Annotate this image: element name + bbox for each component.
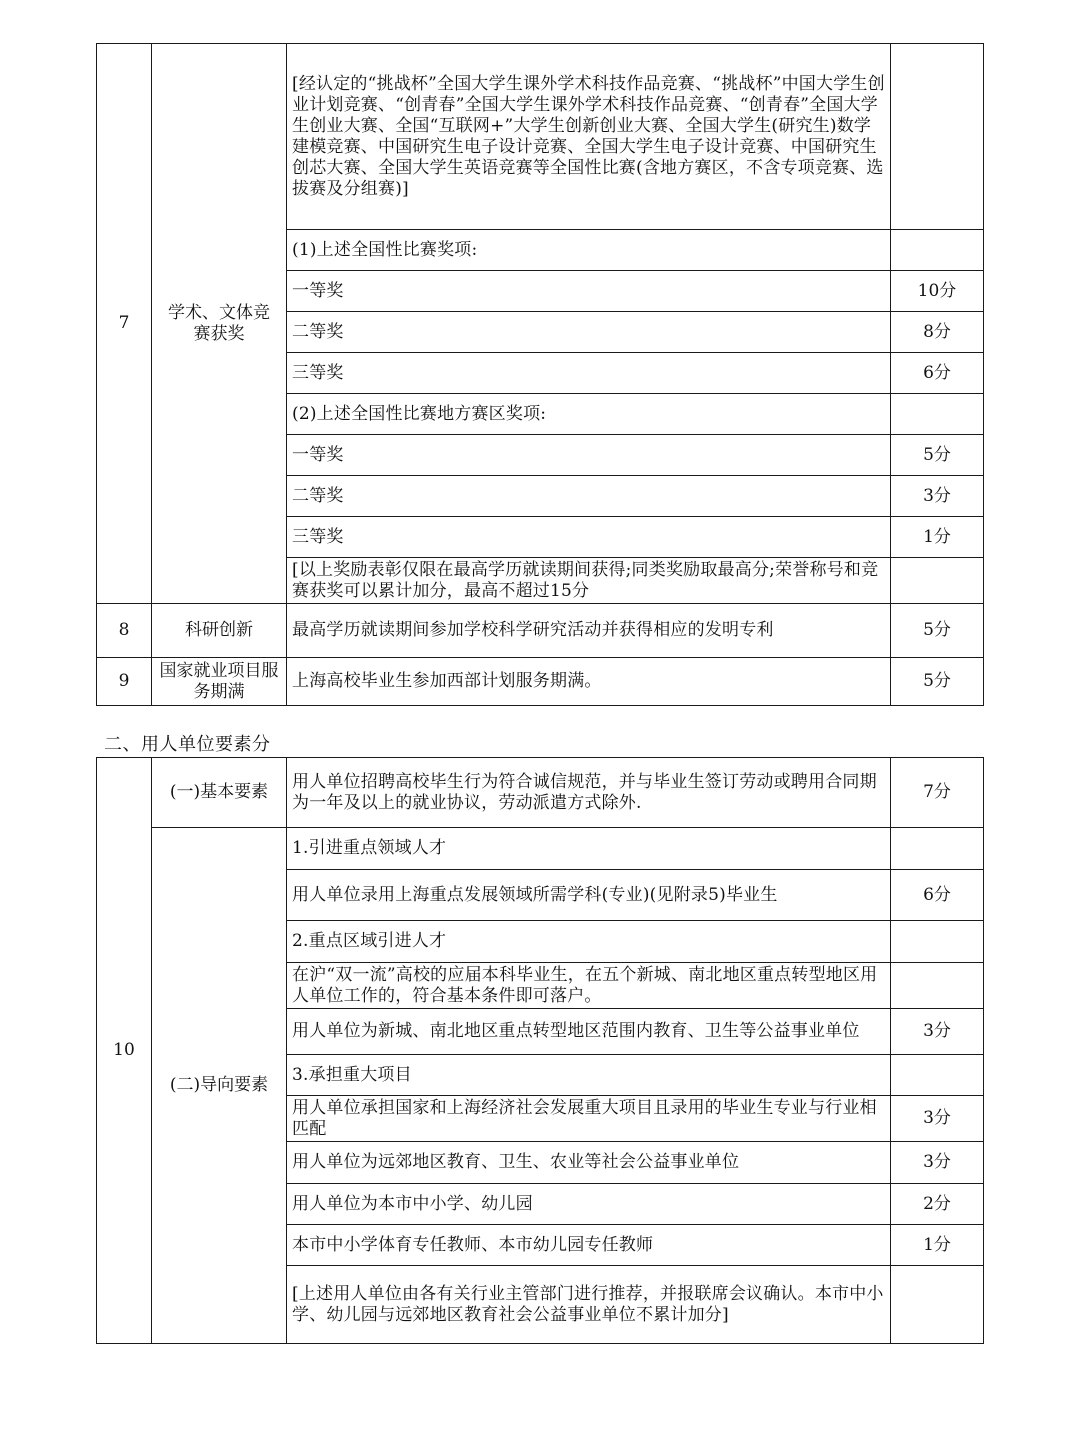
score-cell: 2分: [891, 1184, 984, 1225]
score-cell: 3分: [891, 1142, 984, 1184]
score-cell: 10分: [891, 271, 984, 312]
table-row: [97, 758, 984, 828]
table-row: [97, 828, 984, 870]
score-cell: [891, 558, 984, 604]
scoring-table-employer: [96, 757, 984, 1344]
scoring-table-personal: [96, 43, 984, 706]
item-number: 8: [97, 604, 152, 658]
item-description: 用人单位为新城、南北地区重点转型地区范围内教育、卫生等公益事业单位: [287, 1009, 891, 1055]
score-cell: [891, 1055, 984, 1096]
award-label: 一等奖: [287, 435, 891, 476]
item-description: 最高学历就读期间参加学校科学研究活动并获得相应的发明专利: [287, 604, 891, 658]
item-description: 本市中小学体育专任教师、本市幼儿园专任教师: [287, 1225, 891, 1266]
item-description: 上海高校毕业生参加西部计划服务期满。: [287, 658, 891, 706]
employer-note: [上述用人单位由各有关行业主管部门进行推荐，并报联席会议确认。本市中小学、幼儿园与远郊地区教育社会公益事业单位不累计加分]: [287, 1266, 891, 1344]
item-category: 国家就业项目服务期满: [152, 658, 287, 706]
item-description: 用人单位招聘高校毕生行为符合诚信规范，并与毕业生签订劳动或聘用合同期为一年及以上的就业协议，劳动派遣方式除外.: [287, 758, 891, 828]
score-cell: [891, 1266, 984, 1344]
score-cell: 5分: [891, 435, 984, 476]
score-cell: 3分: [891, 1009, 984, 1055]
award-note: [以上奖励表彰仅限在最高学历就读期间获得;同类奖励取最高分;荣誉称号和竞赛获奖可以累计加分，最高不超过15分: [287, 558, 891, 604]
score-cell: [891, 963, 984, 1009]
subsection-heading: (2)上述全国性比赛地方赛区奖项:: [287, 394, 891, 435]
item-description: 3.承担重大项目: [287, 1055, 891, 1096]
score-cell: 7分: [891, 758, 984, 828]
score-cell: [891, 44, 984, 230]
item-description: 2.重点区域引进人才: [287, 921, 891, 963]
score-cell: 6分: [891, 870, 984, 921]
table-row: [97, 658, 984, 706]
item-category: 学术、文体竞赛获奖: [152, 44, 287, 604]
award-label: 三等奖: [287, 517, 891, 558]
item-description: 1.引进重点领域人才: [287, 828, 891, 870]
award-label: 一等奖: [287, 271, 891, 312]
score-cell: 5分: [891, 658, 984, 706]
award-label: 三等奖: [287, 353, 891, 394]
section-title: 二、用人单位要素分: [104, 734, 271, 755]
score-cell: [891, 828, 984, 870]
score-cell: 6分: [891, 353, 984, 394]
item-description: 用人单位为本市中小学、幼儿园: [287, 1184, 891, 1225]
score-cell: [891, 230, 984, 271]
item-category: (一)基本要素: [152, 758, 287, 828]
item-number: 9: [97, 658, 152, 706]
item-category: 科研创新: [152, 604, 287, 658]
item-description: 用人单位录用上海重点发展领域所需学科(专业)(见附录5)毕业生: [287, 870, 891, 921]
score-cell: 1分: [891, 1225, 984, 1266]
award-label: 二等奖: [287, 476, 891, 517]
item-description: 在沪“双一流”高校的应届本科毕业生，在五个新城、南北地区重点转型地区用人单位工作的，符合基本条件即可落户。: [287, 963, 891, 1009]
score-cell: 1分: [891, 517, 984, 558]
table-row: [97, 604, 984, 658]
score-cell: 5分: [891, 604, 984, 658]
score-cell: [891, 394, 984, 435]
item-number: 10: [97, 758, 152, 1344]
score-cell: 3分: [891, 1096, 984, 1142]
subsection-heading: (1)上述全国性比赛奖项:: [287, 230, 891, 271]
table-row: [97, 44, 984, 230]
score-cell: 3分: [891, 476, 984, 517]
item-description: 用人单位承担国家和上海经济社会发展重大项目且录用的毕业生专业与行业相匹配: [287, 1096, 891, 1142]
item-description: 用人单位为远郊地区教育、卫生、农业等社会公益事业单位: [287, 1142, 891, 1184]
score-cell: 8分: [891, 312, 984, 353]
competition-list: [经认定的“挑战杯”全国大学生课外学术科技作品竞赛、“挑战杯”中国大学生创业计划竞赛、“创青春”全国大学生课外学术科技作品竞赛、“创青春”全国大学生创业大赛、全国“互联网+”大学生创新创业大赛、全国大学生(研究生)数学建模竞赛、中国研究生电子设计竞赛、全国大学生电子设计竞赛、中国研究生创芯大赛、全国大学生英语竞赛等全国性比赛(含地方赛区，不含专项竞赛、选拔赛及分组赛)]: [287, 44, 891, 230]
item-category: (二)导向要素: [152, 828, 287, 1344]
item-number: 7: [97, 44, 152, 604]
award-label: 二等奖: [287, 312, 891, 353]
score-cell: [891, 921, 984, 963]
